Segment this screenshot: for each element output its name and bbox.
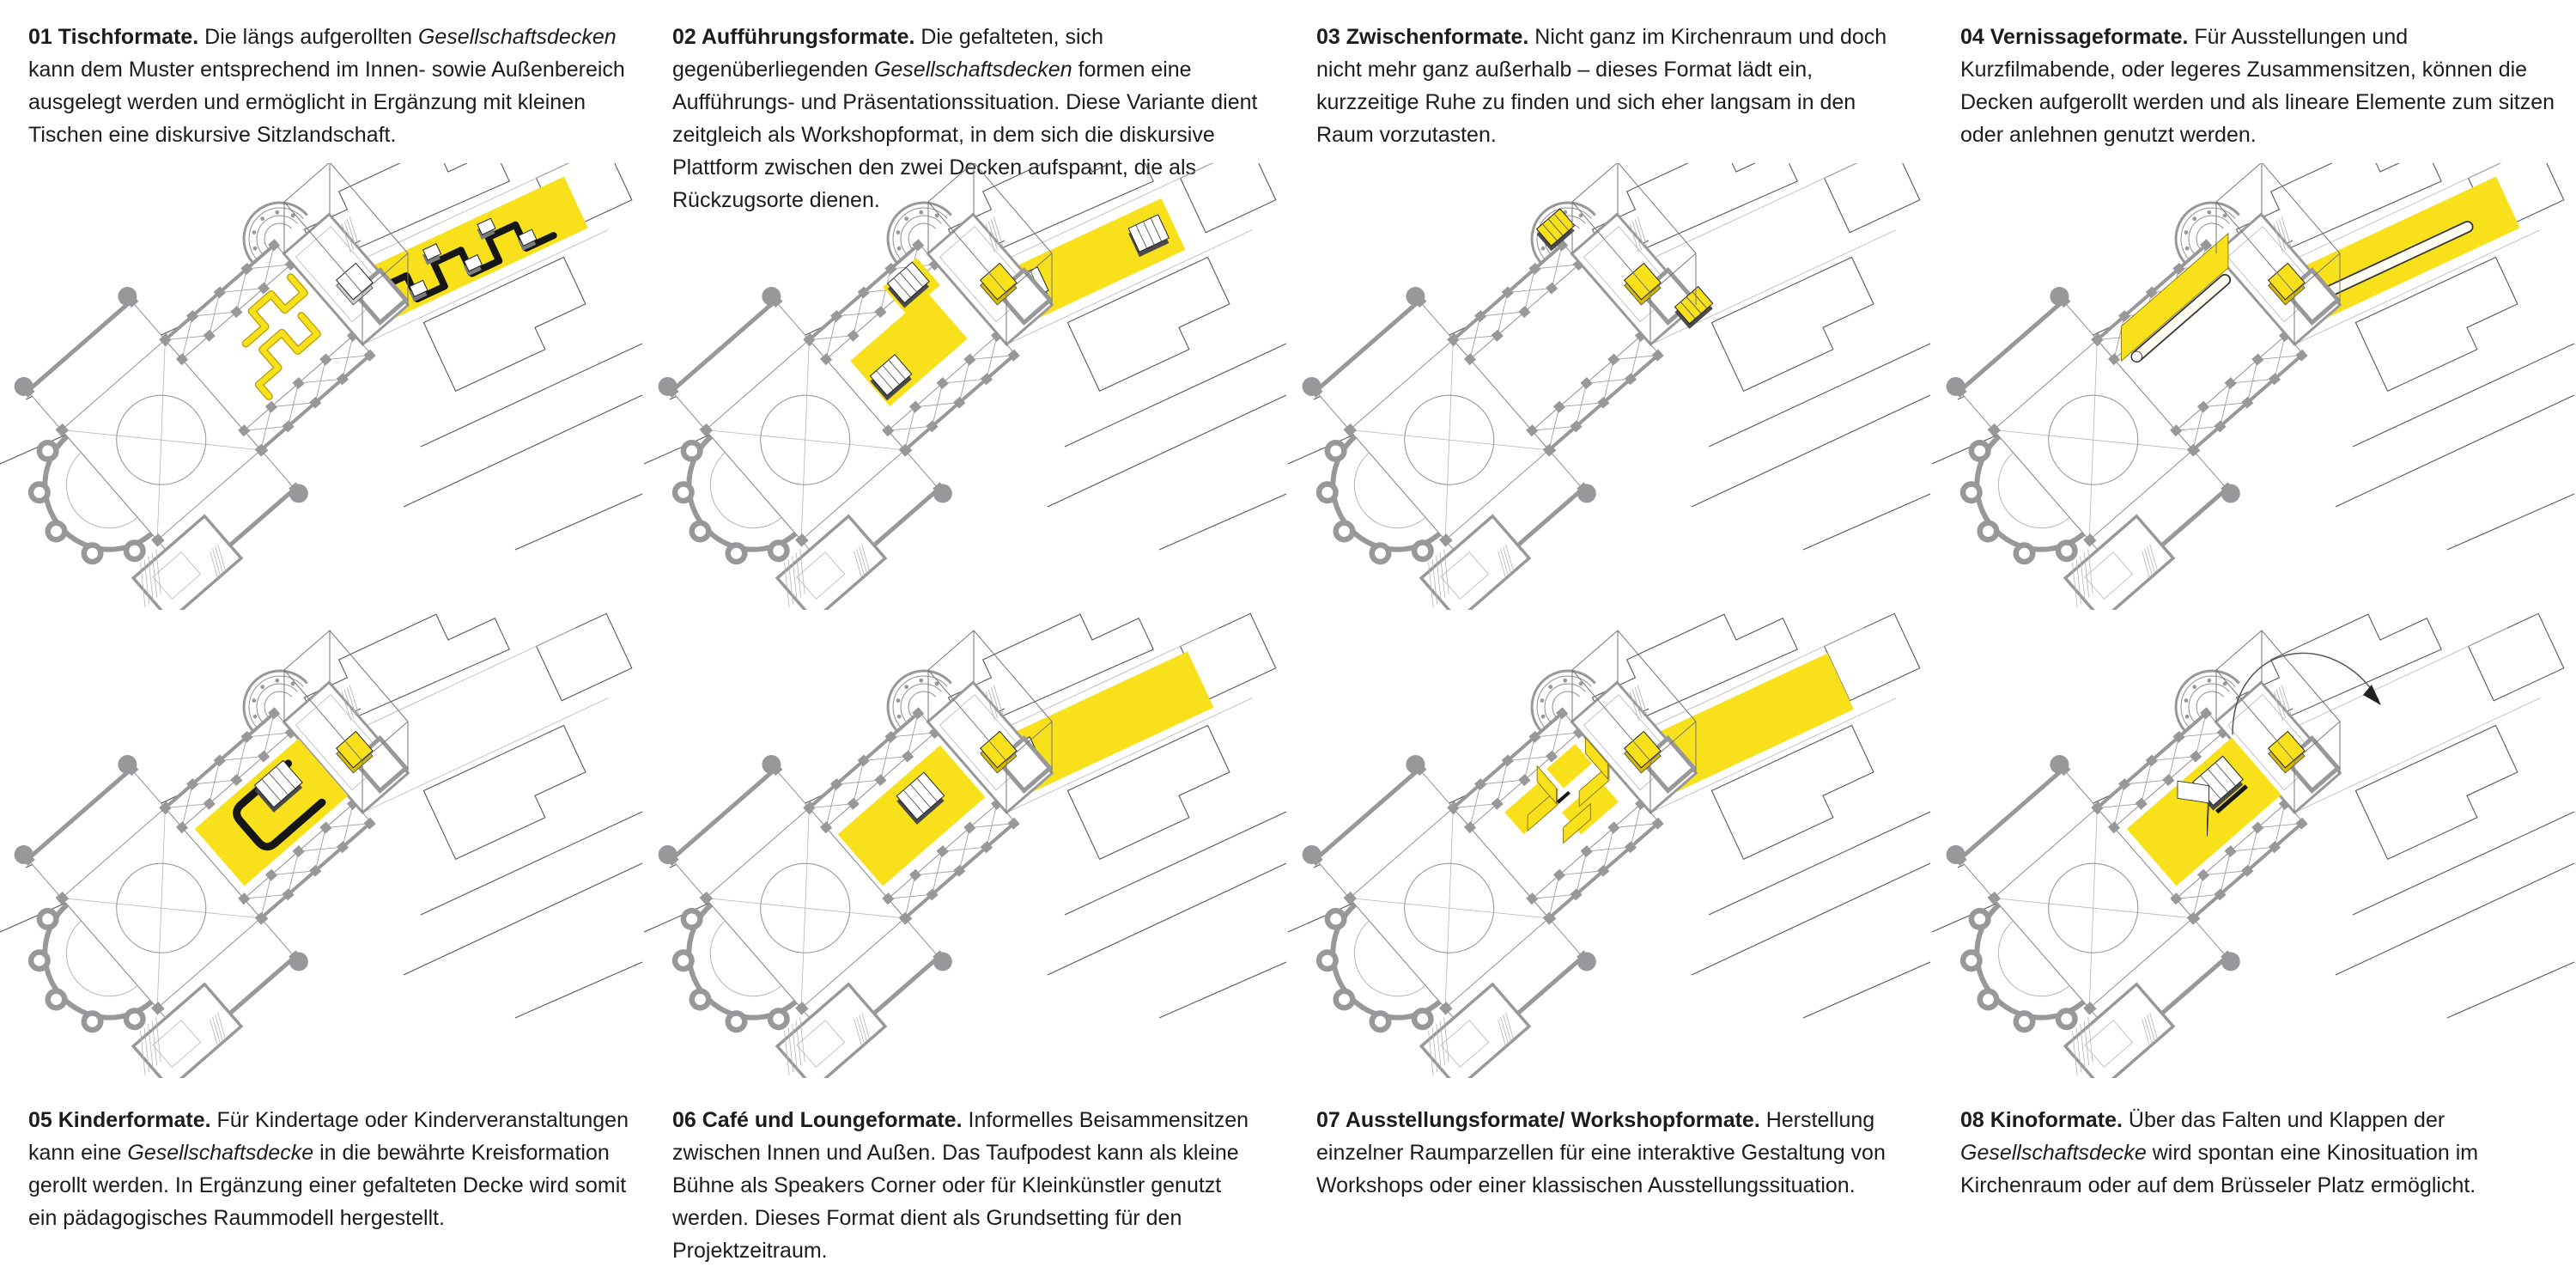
site-context-line [1048,863,1286,975]
site-context-line [2447,962,2574,1018]
caption-text-05 [28,1104,629,1234]
caption-text-04 [1960,21,2561,151]
figure-02 [644,163,1288,610]
site-context-line [1709,812,1930,915]
caption-lead-01: 01 Tischformate. [28,25,199,49]
figure-03 [1288,163,1932,610]
panel-01 [0,0,644,610]
caption-03 [1288,0,1932,163]
caption-body-04: Für Ausstellungen und Kurzfilmabende, oder legeres Zusammensitzen, können die Decken aufgerollt werden und als lineare Elemente zum sitzen oder anlehnen genutzt werden. [1960,25,2555,147]
figure-04 [1932,163,2576,610]
caption-lead-05: 05 Kinderformate. [28,1108,211,1132]
caption-lead-02: 02 Aufführungsformate. [672,25,915,49]
city-block-outline [1711,257,1883,391]
city-block-outline [2469,613,2564,700]
church-plan [644,163,1116,610]
floor-plan-diagram-06 [644,610,1288,1078]
plan-root [1932,163,2576,610]
caption-body-08: Über das Falten und Klappen der Gesellschaftsdecke wird spontan eine Kinosituation im Kirchenraum oder auf dem Brüsseler Platz ermöglicht. [1960,1108,2479,1197]
caption-text-06 [672,1104,1273,1267]
site-context-line [404,395,642,507]
caption-05 [0,1078,644,1230]
site-context-line [1065,344,1286,447]
site-context-line [2336,395,2574,507]
floor-plan-diagram-08 [1932,610,2576,1078]
caption-body-05: Für Kindertage oder Kinderveranstaltungen kann eine Gesellschaftsdecke in die bewährte Kreisformation gerollt werden. In Ergänzung einer gefalteten Decke wird somit ein pädagogisches Raummodell hergestellt. [28,1108,629,1230]
site-context-line [2447,494,2574,550]
caption-body-03: Nicht ganz im Kirchenraum und doch nicht mehr ganz außerhalb – dieses Format lädt ein, kurzzeitige Ruhe zu finden und sich eher langsam in den Raum vorzutasten. [1316,25,1887,147]
caption-text-03 [1316,21,1917,151]
figure-08 [1932,610,2576,1078]
city-block-outline [2355,725,2527,859]
caption-text-01 [28,21,629,151]
caption-lead-04: 04 Vernissageformate. [1960,25,2189,49]
plan-root [0,163,644,610]
site-context-line [1159,494,1286,550]
panel-08 [1932,610,2576,1224]
figure-05 [0,610,644,1078]
site-context-line [1709,344,1930,447]
caption-text-07 [1316,1104,1917,1202]
church-plan [0,163,472,610]
church-plan [1288,613,1760,1078]
church-plan [1288,163,1760,610]
arrowhead [2363,685,2381,705]
plan-root [1932,610,2576,1078]
site-context-line [1048,395,1286,507]
city-block-outline [1825,163,1920,233]
plan-root [644,163,1288,610]
floor-plan-diagram-02 [644,163,1288,610]
site-context-line [1692,395,1930,507]
panel-02 [644,0,1288,610]
floor-plan-diagram-01 [0,163,644,610]
panel-06 [644,610,1288,1263]
city-block-outline [537,613,632,700]
site-context-line [1803,962,1930,1018]
caption-text-08 [1960,1104,2561,1202]
caption-body-06: Informelles Beisammensitzen zwischen Innen und Außen. Das Taufpodest kann als kleine Bühne als Speakers Corner oder für Kleinkünstler genutzt werden. Dieses Format dient als Grundsetting für den Projektzeitraum. [672,1108,1249,1263]
caption-01 [0,0,644,163]
site-context-line [1159,962,1286,1018]
caption-lead-07: 07 Ausstellungsformate/ Workshopformate. [1316,1108,1760,1132]
site-context-line [2353,344,2574,447]
caption-07 [1288,1078,1932,1224]
site-context-line [2353,812,2574,915]
site-context-line [1692,863,1930,975]
site-context-line [515,494,642,550]
panel-03 [1288,0,1932,610]
figure-01 [0,163,644,610]
caption-body-02: Die gefalteten, sich gegenüberliegenden Gesellschaftsdecken formen eine Aufführungs- und Präsentationssituation. Diese Variante dient zeitgleich als Workshopformat, in dem sich die diskursive Plattform zwischen den zwei Decken aufspannt, die als Rückzugsorte dienen. [672,25,1258,212]
floor-plan-diagram-07 [1288,610,1932,1078]
caption-08 [1932,1078,2576,1224]
floor-plan-diagram-05 [0,610,644,1078]
caption-06 [644,1078,1288,1263]
city-block-outline [423,725,595,859]
figure-06 [644,610,1288,1078]
panel-04 [1932,0,2576,610]
site-context-line [2336,863,2574,975]
caption-body-01: Die längs aufgerollten Gesellschaftsdecken kann dem Muster entsprechend im Innen- sowie Außenbereich ausgelegt werden und ermöglicht in Ergänzung mit kleinen Tischen eine diskursive Sitzlandschaft. [28,25,625,147]
caption-lead-06: 06 Café und Loungeformate. [672,1108,963,1132]
site-context-line [1803,494,1930,550]
caption-lead-03: 03 Zwischenformate. [1316,25,1529,49]
caption-02 [644,0,1288,212]
plan-root [1288,163,1932,610]
caption-04 [1932,0,2576,163]
plan-root [1288,610,1932,1078]
church-plan [1932,163,2404,610]
site-context-line [1065,812,1286,915]
plan-root [644,610,1288,1078]
panel-07 [1288,610,1932,1224]
figure-07 [1288,610,1932,1078]
church-plan [644,613,1116,1078]
plan-root [0,610,644,1078]
site-context-line [421,812,642,915]
panel-05 [0,610,644,1230]
site-context-line [404,863,642,975]
caption-body-07: Herstellung einzelner Raumparzellen für eine interaktive Gestaltung von Workshops oder einer klassischen Ausstellungssituation. [1316,1108,1886,1197]
floor-plan-diagram-04 [1932,163,2576,610]
site-context-line [421,344,642,447]
floor-plan-diagram-03 [1288,163,1932,610]
church-plan [0,613,472,1078]
caption-lead-08: 08 Kinoformate. [1960,1108,2123,1132]
church-plan [1932,613,2404,1078]
site-context-line [515,962,642,1018]
